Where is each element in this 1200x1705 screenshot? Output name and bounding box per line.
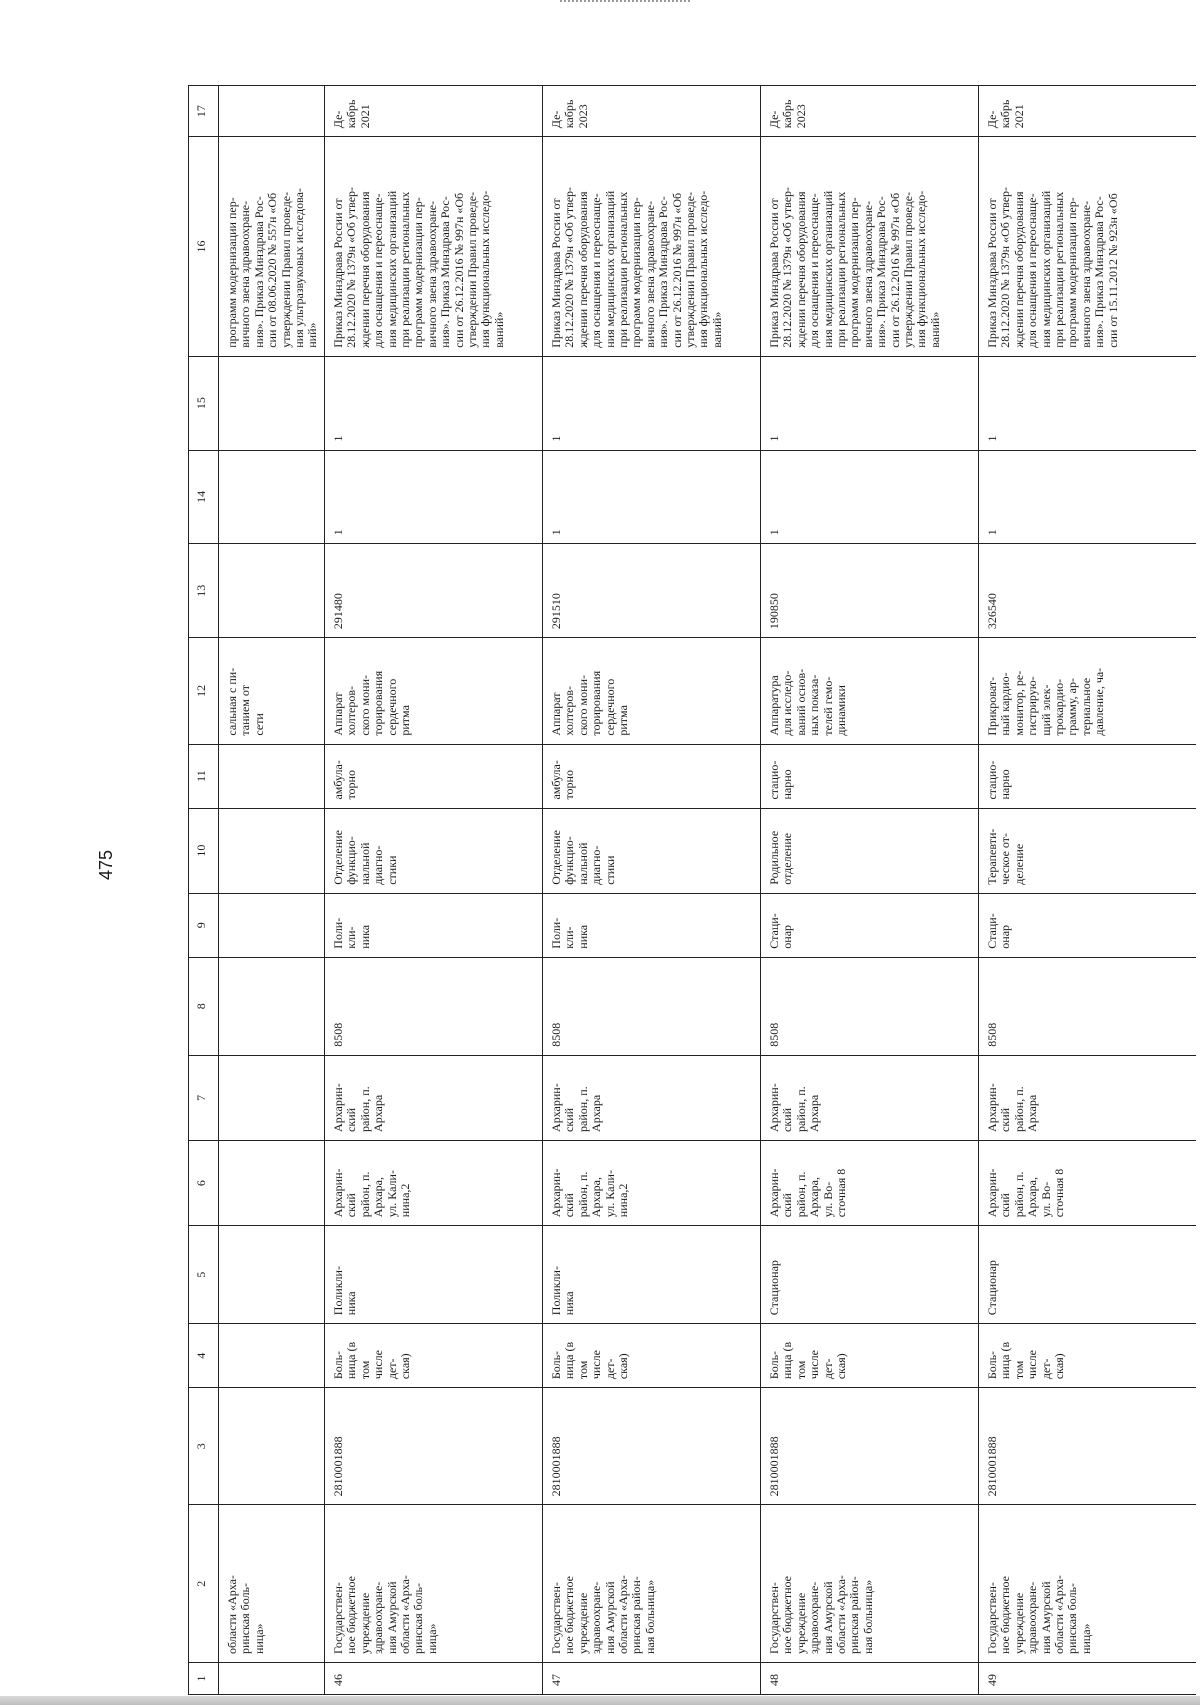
table-cell-facility-type: Боль- ница (в том числе дет- ская): [979, 1324, 1197, 1388]
table-cell-oktmo: 8508: [543, 957, 761, 1055]
table-cell-oktmo: 8508: [761, 957, 979, 1055]
table-cell-organization: Государствен- ное бюджетное учреждение здравоохране- ния Амурской области «Арха- ринская район- ная больница»: [543, 1505, 761, 1663]
scan-bottom-edge: [0, 1696, 1200, 1705]
table-cell-care-form: амбула- торно: [325, 744, 543, 808]
table-row: [979, 86, 1197, 1695]
table-cell: [219, 356, 325, 450]
table-cell-inn: 2810001888: [325, 1388, 543, 1505]
table-cell-quantity-b: 1: [543, 356, 761, 450]
table-cell-cost: 291510: [543, 544, 761, 638]
table-cell-organization: Государствен- ное бюджетное учреждение здравоохране- ния Амурской области «Арха- ринская боль- ница»: [325, 1505, 543, 1663]
table-cell-department: Отделение функцио- нальной диагно- стики: [325, 808, 543, 893]
table-cell: [219, 744, 325, 808]
table-cell-care-form: стацио- нарно: [979, 744, 1197, 808]
column-header: 12: [189, 638, 219, 745]
table-cell-deadline: Де- кабрь 2021: [979, 86, 1197, 137]
table-cell-organization: Государствен- ное бюджетное учреждение здравоохране- ния Амурской области «Арха- ринская боль- ница»: [979, 1505, 1197, 1663]
column-header: 3: [189, 1388, 219, 1505]
table-row: [761, 86, 979, 1695]
table-cell-unit-type: Стаци- онар: [979, 893, 1197, 957]
table-cell-division: Стационар: [761, 1226, 979, 1324]
table-cell-quantity-b: 1: [761, 356, 979, 450]
column-header: 1: [189, 1663, 219, 1695]
table-cell-facility-type: Боль- ница (в том числе дет- ская): [543, 1324, 761, 1388]
table-cell: [219, 544, 325, 638]
column-header: 10: [189, 808, 219, 893]
column-header: 9: [189, 893, 219, 957]
table-cell: [219, 893, 325, 957]
table-cell-row-number: 46: [325, 1663, 543, 1695]
table-cell-equipment: Аппарат холтеров- ского мони- торирования сердечного ритма: [325, 638, 543, 745]
table-cell-care-form: стацио- нарно: [761, 744, 979, 808]
table-cell-department: Родильное отделение: [761, 808, 979, 893]
table-cell-quantity-a: 1: [979, 450, 1197, 544]
table-cell-deadline: Де- кабрь 2023: [761, 86, 979, 137]
scan-artifact: [560, 0, 690, 6]
column-header: 4: [189, 1324, 219, 1388]
column-header: 5: [189, 1226, 219, 1324]
column-header: 7: [189, 1055, 219, 1140]
table-cell-care-form: амбула- торно: [543, 744, 761, 808]
column-header: 17: [189, 86, 219, 137]
table-cell-locality: Архарин- ский район, п. Архара: [979, 1055, 1197, 1140]
column-header: 6: [189, 1140, 219, 1225]
column-header: 8: [189, 957, 219, 1055]
table-cell-quantity-a: 1: [543, 450, 761, 544]
table-cell-address: Архарин- ский район, п. Архара, ул. Во- сточная 8: [761, 1140, 979, 1225]
table-cell: [219, 450, 325, 544]
table-row: [543, 86, 761, 1695]
table-cell-cost: 291480: [325, 544, 543, 638]
table-cell-cost: 190850: [761, 544, 979, 638]
table-cell-quantity-a: 1: [761, 450, 979, 544]
table-cell-cost: 326540: [979, 544, 1197, 638]
table-cell-address: Архарин- ский район, п. Архара, ул. Кали- нина,2: [325, 1140, 543, 1225]
table-cell-unit-type: Стаци- онар: [761, 893, 979, 957]
table-cell-division: Поликли- ника: [543, 1226, 761, 1324]
table-cell-row-number: 48: [761, 1663, 979, 1695]
column-header: 16: [189, 137, 219, 357]
table-cell: [219, 1055, 325, 1140]
table-cell-organization: Государствен- ное бюджетное учреждение здравоохране- ния Амурской области «Арха- ринская район- ная больница»: [761, 1505, 979, 1663]
table-cell-division: Стационар: [979, 1226, 1197, 1324]
table-cell-inn: 2810001888: [979, 1388, 1197, 1505]
column-header: 2: [189, 1505, 219, 1663]
column-header: 15: [189, 356, 219, 450]
table-cell-oktmo: 8508: [325, 957, 543, 1055]
table-cell-locality: Архарин- ский район, п. Архара: [543, 1055, 761, 1140]
table-cell-equipment: сальная с пи- танием от сети: [219, 638, 325, 745]
table-cell-inn: 2810001888: [761, 1388, 979, 1505]
table-frame: [188, 85, 1196, 1695]
equipment-table: [188, 85, 1196, 1695]
table-cell-equipment: Аппарат холтеров- ского мони- торирования сердечного ритма: [543, 638, 761, 745]
table-cell-department: Отделение функцио- нальной диагно- стики: [543, 808, 761, 893]
table-cell-unit-type: Поли- кли- ника: [325, 893, 543, 957]
page-number: 475: [96, 849, 116, 881]
table-cell: [219, 1388, 325, 1505]
table-cell-basis: Приказ Минздрава России от 28.12.2020 № 1379н «Об утвер- ждении перечня оборудования для оснащения и переоснаще- ния медицинских организаций при реализации региональных программ модернизации пер- вичного звена здравоохране- ния». Приказ Минздрава Рос- сии от 15.11.2012 № 923н «Об: [979, 137, 1197, 357]
table-cell-address: Архарин- ский район, п. Архара, ул. Кали- нина,2: [543, 1140, 761, 1225]
table-cell-unit-type: Поли- кли- ника: [543, 893, 761, 957]
table-cell-department: Терапевти- ческое от- деление: [979, 808, 1197, 893]
column-header: 13: [189, 544, 219, 638]
table-cell-division: Поликли- ника: [325, 1226, 543, 1324]
column-header: 14: [189, 450, 219, 544]
table-cell-quantity-a: 1: [325, 450, 543, 544]
table-cell-deadline: Де- кабрь 2023: [543, 86, 761, 137]
rotated-table-container: [188, 85, 1196, 1695]
column-number-row: [189, 86, 219, 1695]
column-header: 11: [189, 744, 219, 808]
table-cell: [219, 1140, 325, 1225]
table-cell-row-number: 47: [543, 1663, 761, 1695]
table-row: [325, 86, 543, 1695]
table-cell: [219, 957, 325, 1055]
table-cell: [219, 1663, 325, 1695]
table-cell-address: Архарин- ский район, п. Архара, ул. Во- сточная 8: [979, 1140, 1197, 1225]
table-cell-basis: Приказ Минздрава России от 28.12.2020 № 1379н «Об утвер- ждении перечня оборудования для оснащения и переоснаще- ния медицинских организаций при реализации региональных программ модернизации пер- вичного звена здравоохране- ния». Приказ Минздрава Рос- сии от 26.12.2016 № 997н «Об утверждении Правил проведе- ния функциональных исследо- ваний»: [761, 137, 979, 357]
table-cell: [219, 1226, 325, 1324]
table-cell: [219, 86, 325, 137]
table-cell-quantity-b: 1: [325, 356, 543, 450]
table-cell-inn: 2810001888: [543, 1388, 761, 1505]
table-cell-organization: области «Арха- ринская боль- ница»: [219, 1505, 325, 1663]
table-cell-locality: Архарин- ский район, п. Архара: [325, 1055, 543, 1140]
table-cell-facility-type: Боль- ница (в том числе дет- ская): [325, 1324, 543, 1388]
table-cell-basis: Приказ Минздрава России от 28.12.2020 № 1379н «Об утвер- ждении перечня оборудования для оснащения и переоснаще- ния медицинских организаций при реализации региональных программ модернизации пер- вичного звена здравоохране- ния». Приказ Минздрава Рос- сии от 26.12.2016 № 997н «Об утверждении Правил проведе- ния функциональных исследо- ваний»: [325, 137, 543, 357]
table-cell-quantity-b: 1: [979, 356, 1197, 450]
table-cell-basis: Приказ Минздрава России от 28.12.2020 № 1379н «Об утвер- ждении перечня оборудования для оснащения и переоснаще- ния медицинских организаций при реализации региональных программ модернизации пер- вичного звена здравоохране- ния». Приказ Минздрава Рос- сии от 26.12.2016 № 997н «Об утверждении Правил проведе- ния функциональных исследо- ваний»: [543, 137, 761, 357]
table-cell-equipment: Аппаратура для исследо- ваний основ- ных показа- телей гемо- динамики: [761, 638, 979, 745]
table-cell: [219, 1324, 325, 1388]
table-cell-row-number: 49: [979, 1663, 1197, 1695]
table-cell-oktmo: 8508: [979, 957, 1197, 1055]
table-cell-basis: программ модернизации пер- вичного звена здравоохране- ния». Приказ Минздрава Рос- сии от 08.06.2020 № 557н «Об утверждении Правил проведе- ния ультразвуковых исследова- ний»: [219, 137, 325, 357]
table-cell-equipment: Прикроват- ный кардио- монитор, ре- гистрирую- щий элек- трокардио- грамму, ар- териальное давление, ча-: [979, 638, 1197, 745]
table-cell-deadline: Де- кабрь 2021: [325, 86, 543, 137]
table-cell-facility-type: Боль- ница (в том числе дет- ская): [761, 1324, 979, 1388]
table-cell-locality: Архарин- ский район, п. Архара: [761, 1055, 979, 1140]
table-cell: [219, 808, 325, 893]
continuation-row: [219, 86, 325, 1695]
